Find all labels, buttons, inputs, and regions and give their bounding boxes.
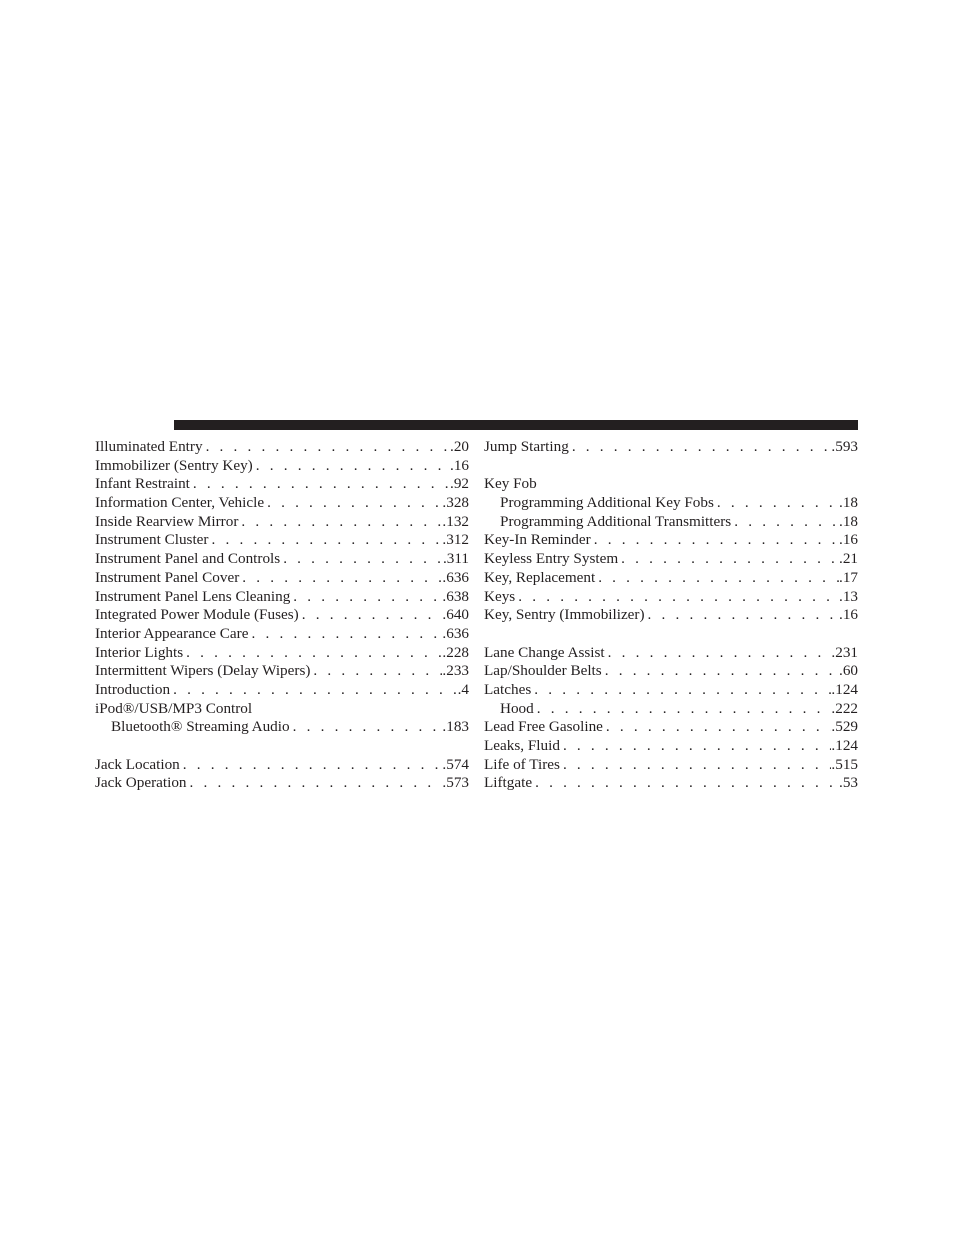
- dot-leader: [290, 718, 443, 737]
- entry-label: Integrated Power Module (Fuses): [95, 606, 299, 624]
- entry-label: Jack Operation: [95, 774, 187, 792]
- entry-label: Jack Location: [95, 755, 180, 773]
- entry-page-number: .638: [442, 587, 469, 605]
- index-entry: [95, 457, 469, 476]
- index-entry: [484, 774, 858, 793]
- index-column-right: [484, 438, 858, 793]
- entry-page-number: .60: [839, 662, 858, 680]
- entry-label: Infant Restraint: [95, 475, 190, 493]
- index-entry: [95, 513, 469, 532]
- entry-label: Life of Tires: [484, 755, 560, 773]
- entry-page-number: .311: [442, 550, 469, 568]
- index-entry: [484, 644, 858, 663]
- index-entry: [484, 569, 858, 588]
- entry-page-number: .124: [831, 737, 858, 754]
- index-entry: [95, 681, 469, 700]
- entry-label: Keys: [484, 587, 516, 605]
- index-subentry: [484, 700, 858, 719]
- entry-page-number: .13: [839, 587, 858, 605]
- entry-page-number: .573: [442, 774, 469, 792]
- index-entry: [95, 550, 469, 569]
- entry-label: Programming Additional Key Fobs: [500, 494, 714, 512]
- dot-leader: [299, 606, 443, 625]
- index-entry: [484, 756, 858, 775]
- dot-leader: [591, 531, 839, 550]
- entry-page-number: .16: [839, 531, 858, 549]
- dot-leader: [515, 588, 839, 607]
- index-gap: [484, 625, 858, 644]
- index-entry: [484, 438, 858, 457]
- index-entry: [95, 438, 469, 457]
- entry-page-number: .228: [442, 643, 469, 661]
- dot-leader: [532, 774, 839, 793]
- index-subentry: [95, 718, 469, 737]
- entry-page-number: .16: [450, 456, 469, 474]
- dot-leader: [531, 681, 831, 700]
- index-entry: [484, 475, 858, 494]
- index-entry: [484, 662, 858, 681]
- index-entry: [95, 588, 469, 607]
- entry-page-number: .17: [839, 568, 858, 586]
- dot-leader: [714, 494, 839, 513]
- entry-label: Instrument Panel and Controls: [95, 550, 281, 568]
- entry-label: Instrument Panel Lens Cleaning: [95, 587, 291, 605]
- entry-page-number: .18: [839, 494, 858, 512]
- entry-label: Key, Sentry (Immobilizer): [484, 606, 645, 624]
- dot-leader: [560, 737, 831, 756]
- dot-leader: [264, 494, 442, 513]
- dot-leader: [203, 438, 450, 457]
- dot-leader: [208, 531, 442, 550]
- index-entry: [95, 756, 469, 775]
- entry-label: Instrument Panel Cover: [95, 568, 240, 586]
- entry-page-number: .231: [831, 643, 858, 661]
- index-gap: [484, 457, 858, 476]
- entry-label: Illuminated Entry: [95, 438, 203, 455]
- entry-label: Key, Replacement: [484, 568, 596, 586]
- index-entry: [484, 531, 858, 550]
- index-entry: [95, 494, 469, 513]
- dot-leader: [180, 756, 443, 775]
- entry-label: Interior Appearance Care: [95, 624, 249, 642]
- dot-leader: [238, 513, 442, 532]
- entry-page-number: .18: [839, 512, 858, 530]
- dot-leader: [602, 662, 839, 681]
- index-entry: [95, 625, 469, 644]
- entry-label: Hood: [500, 699, 534, 717]
- entry-label: Immobilizer (Sentry Key): [95, 456, 253, 474]
- entry-label: Information Center, Vehicle: [95, 494, 265, 512]
- dot-leader: [183, 644, 442, 663]
- entry-page-number: .53: [839, 774, 858, 792]
- dot-leader: [731, 513, 839, 532]
- entry-label: Inside Rearview Mirror: [95, 512, 239, 530]
- entry-label: Instrument Cluster: [95, 531, 209, 549]
- entry-page-number: .640: [442, 606, 469, 624]
- dot-leader: [280, 550, 443, 569]
- entry-page-number: .312: [442, 531, 469, 549]
- entry-page-number: .132: [442, 512, 469, 530]
- index-entry: [95, 531, 469, 550]
- entry-page-number: .16: [839, 606, 858, 624]
- dot-leader: [310, 662, 442, 681]
- index-subentry: [484, 513, 858, 532]
- entry-label: iPod®/USB/MP3 Control: [95, 699, 253, 717]
- entry-label: Intermittent Wipers (Delay Wipers): [95, 662, 311, 680]
- index-entry: [484, 681, 858, 700]
- entry-label: Interior Lights: [95, 643, 184, 661]
- dot-leader: [253, 457, 450, 476]
- entry-page-number: .20: [450, 438, 469, 455]
- entry-page-number: .222: [831, 699, 858, 717]
- dot-leader: [569, 438, 832, 457]
- entry-page-number: .593: [831, 438, 858, 455]
- index-entry: [484, 588, 858, 607]
- entry-label: Introduction: [95, 680, 171, 698]
- index-entry: [484, 606, 858, 625]
- entry-page-number: .328: [442, 494, 469, 512]
- index-entry: [95, 606, 469, 625]
- index-gap: [95, 737, 469, 756]
- entry-page-number: .21: [839, 550, 858, 568]
- dot-leader: [170, 681, 458, 700]
- index-entry: [95, 700, 469, 719]
- entry-page-number: .4: [457, 680, 469, 698]
- entry-label: Key Fob: [484, 475, 537, 493]
- entry-label: Lane Change Assist: [484, 643, 605, 661]
- index-entry: [95, 774, 469, 793]
- entry-page-number: .574: [442, 755, 469, 773]
- entry-label: Jump Starting: [484, 438, 569, 455]
- entry-label: Programming Additional Transmitters: [500, 512, 732, 530]
- index-entry: [95, 644, 469, 663]
- dot-leader: [290, 588, 442, 607]
- header-rule: [174, 420, 858, 430]
- index-entry: [484, 550, 858, 569]
- entry-label: Lead Free Gasoline: [484, 718, 603, 736]
- entry-label: Lap/Shoulder Belts: [484, 662, 602, 680]
- dot-leader: [618, 550, 839, 569]
- index-entry: [95, 475, 469, 494]
- entry-page-number: .529: [831, 718, 858, 736]
- dot-leader: [239, 569, 442, 588]
- dot-leader: [187, 774, 443, 793]
- entry-label: Liftgate: [484, 774, 533, 792]
- entry-page-number: .636: [442, 624, 469, 642]
- dot-leader: [560, 756, 831, 775]
- entry-page-number: .124: [831, 680, 858, 698]
- dot-leader: [190, 475, 450, 494]
- entry-page-number: .92: [450, 475, 469, 493]
- dot-leader: [605, 644, 832, 663]
- index-entry: [484, 737, 858, 756]
- dot-leader: [603, 718, 832, 737]
- index-entry: [95, 662, 469, 681]
- dot-leader: [645, 606, 839, 625]
- entry-page-number: .515: [831, 755, 858, 773]
- index-entry: [95, 569, 469, 588]
- entry-label: Key-In Reminder: [484, 531, 591, 549]
- entry-label: Leaks, Fluid: [484, 737, 560, 754]
- entry-page-number: .636: [442, 568, 469, 586]
- index-subentry: [484, 494, 858, 513]
- entry-page-number: .233: [442, 662, 469, 680]
- dot-leader: [595, 569, 839, 588]
- entry-label: Bluetooth® Streaming Audio: [111, 718, 290, 736]
- index-entry: [484, 718, 858, 737]
- entry-label: Keyless Entry System: [484, 550, 619, 568]
- entry-label: Latches: [484, 680, 532, 698]
- index-column-left: [95, 438, 469, 793]
- dot-leader: [248, 625, 442, 644]
- dot-leader: [534, 700, 832, 719]
- entry-page-number: .183: [442, 718, 469, 736]
